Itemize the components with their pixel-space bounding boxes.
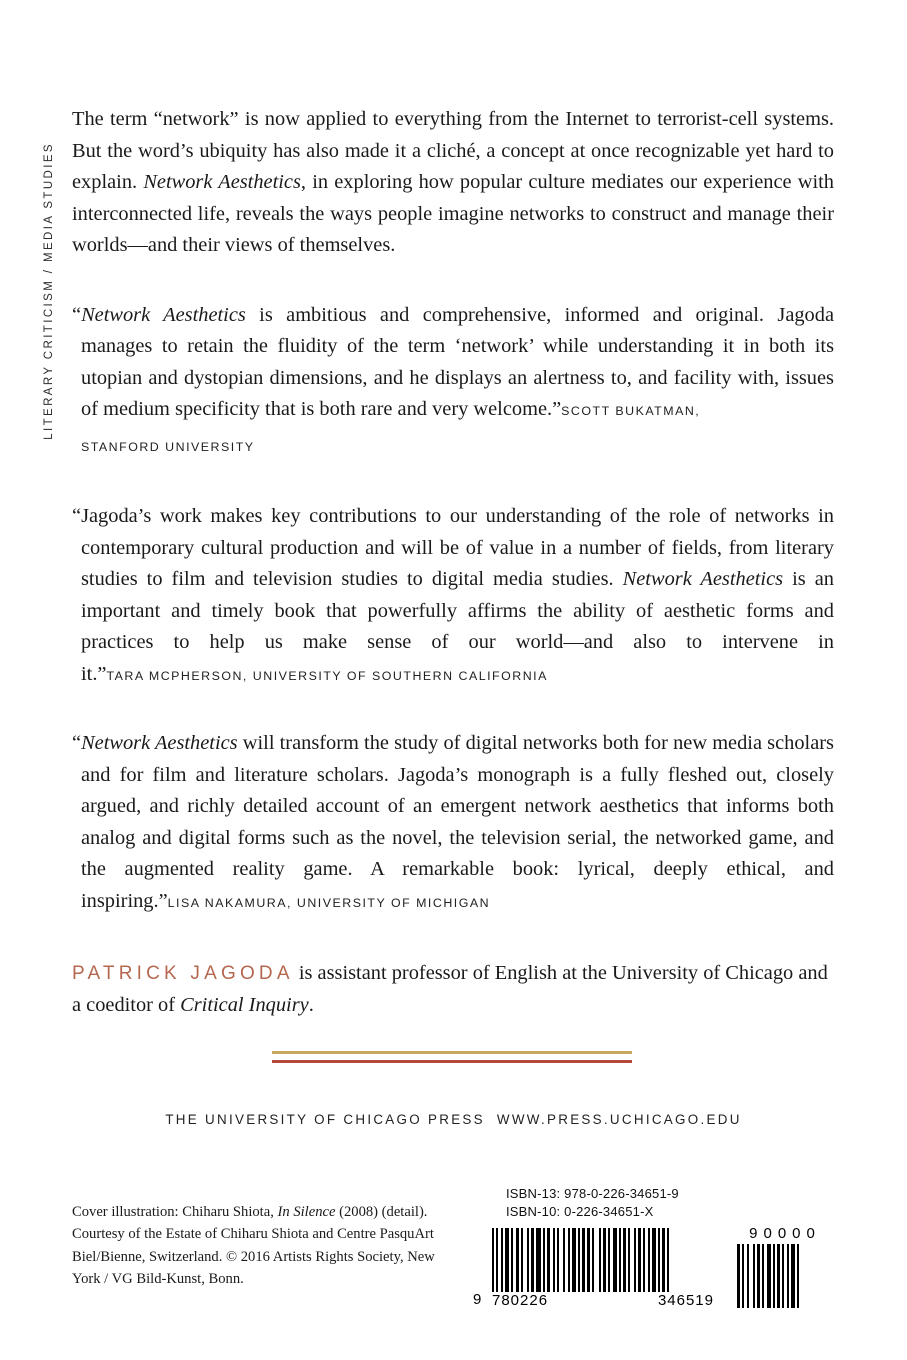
decorative-rule-red: [272, 1060, 632, 1063]
publisher-line: [0, 1112, 907, 1127]
quote-title-italic: Network Aesthetics: [81, 732, 238, 754]
quote-title-italic: Network Aesthetics: [622, 568, 784, 590]
credit-text-tail: (2008) (detail). Courtesy of the Estate of Chiharu Shiota and Centre PasquArt Biel/Bienne, Switzerland. © 2016 Artists Rights Society, New York / VG Bild-Kunst, Bonn.: [72, 1203, 435, 1288]
ean13-barcode: [473, 1228, 714, 1309]
ean5-addon-barcode: [737, 1225, 833, 1308]
quote-body: will transform the study of digital networks both for new media scholars and for film and literature scholars. Jagoda’s monograph is a fully fleshed out, closely argued, and richly detailed account of an emergent network aesthetics that informs both analog and digital forms such as the novel, the television serial, the networked game, and the augmented reality game. A remarkable book: lyrical, deeply ethical, and inspiring.”: [81, 732, 834, 912]
ean13-digits: [492, 1292, 714, 1309]
barcode-area: [473, 1225, 832, 1310]
ean5-addon-bars: [737, 1244, 833, 1308]
cover-illustration-credit: [72, 1201, 452, 1291]
quote-body: is ambitious and comprehensive, informed and original. Jagoda manages to retain the fluidity of the term ‘network’ while understanding it in both its utopian and dystopian dimensions, and he displays an alertness to, and facility with, issues of medium specificity that is both rare and very welcome.”: [81, 303, 834, 420]
description-text-tail: , in exploring how popular culture mediates our experience with interconnected life, reveals the ways people imagine networks to construct and manage their worlds—and their views of themselves.: [72, 171, 834, 256]
quote-open-mark: “: [72, 303, 82, 326]
blurb-quote-bukatman: [72, 300, 834, 464]
quote-body-tail: is an important and timely book that powerfully affirms the ability of aesthetic forms and practices to help us make sense of our world—and also to intervene in it.”: [81, 568, 834, 685]
author-bio: [72, 958, 834, 1021]
author-name: PATRICK JAGODA: [72, 963, 294, 985]
quote-title-italic: Network Aesthetics: [81, 303, 246, 326]
ean13-lead-digit: 9: [473, 1291, 482, 1308]
isbn-block: [506, 1185, 679, 1220]
quote-attribution-nakamura: LISA NAKAMURA, UNIVERSITY OF MICHIGAN: [167, 895, 491, 910]
book-description: [72, 104, 834, 262]
isbn-10: ISBN-10: 0-226-34651-X: [506, 1203, 654, 1219]
author-bio-journal-italic: Critical Inquiry: [180, 993, 309, 1016]
blurb-quote-mcpherson: [72, 501, 834, 692]
ean5-addon-digits: 90000: [749, 1225, 821, 1242]
cover-text-column: [72, 104, 834, 919]
decorative-rule-group: [272, 1051, 632, 1063]
quote-attribution-mcpherson: TARA MCPHERSON, UNIVERSITY OF SOUTHERN CALIFORNIA: [106, 668, 548, 683]
isbn-13: ISBN-13: 978-0-226-34651-9: [506, 1186, 679, 1201]
author-bio-text-tail: .: [308, 993, 314, 1016]
credit-artwork-title-italic: In Silence: [277, 1203, 336, 1220]
ean13-digit-group-left: 780226: [492, 1292, 549, 1309]
blurb-quote-nakamura: [72, 728, 834, 919]
quote-body-lead: Jagoda’s work makes key contributions to our understanding of the role of networks in contemporary cultural production and will be of value in a number of fields, from literary studies to film and television studies to digital media studies.: [81, 505, 834, 590]
publisher-url[interactable]: WWW.PRESS.UCHICAGO.EDU: [496, 1112, 742, 1127]
quote-attribution-institution-stanford: STANFORD UNIVERSITY: [81, 439, 255, 454]
quote-attribution-bukatman: SCOTT BUKATMAN,: [561, 404, 701, 418]
author-bio-text-lead: is assistant professor of English at the University of Chicago and a coeditor of: [72, 962, 828, 1016]
credit-text-lead: Cover illustration: Chiharu Shiota,: [72, 1203, 278, 1220]
ean13-digit-group-right: 346519: [657, 1292, 714, 1309]
description-text-lead: The term “network” is now applied to everything from the Internet to terrorist-cell systems. But the word’s ubiquity has also made it a cliché, a concept at once recognizable yet hard to explain.: [72, 108, 834, 193]
quote-open-mark: “: [72, 505, 82, 527]
category-label-vertical: [36, 110, 62, 440]
quote-open-mark: “: [72, 732, 82, 754]
description-title-italic: Network Aesthetics: [143, 171, 301, 193]
category-label-text: LITERARY CRITICISM / MEDIA STUDIES: [43, 142, 55, 440]
publisher-name: THE UNIVERSITY OF CHICAGO PRESS: [165, 1112, 485, 1127]
